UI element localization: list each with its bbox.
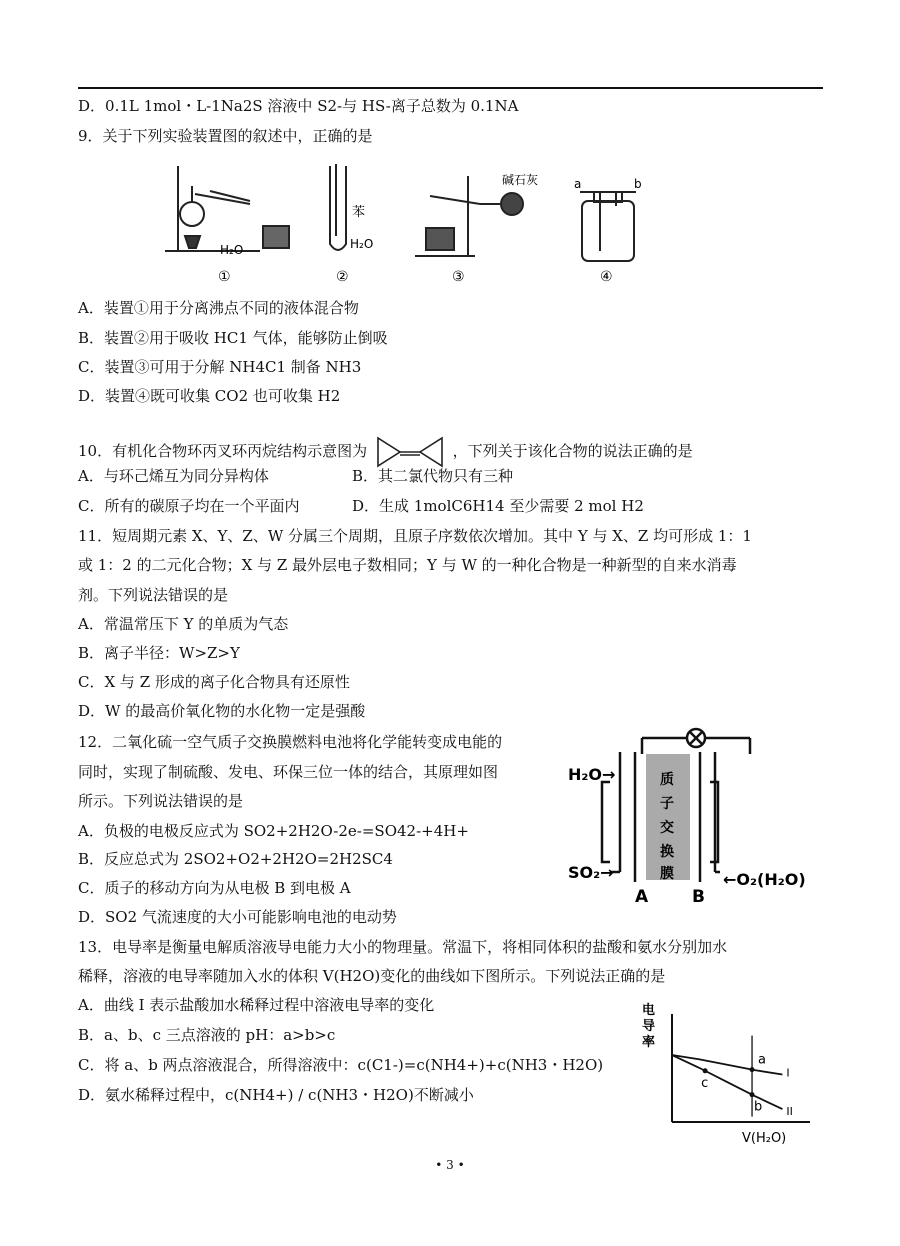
q10-option-c: C．所有的碳原子均在一个平面内 xyxy=(78,497,300,515)
membrane-char-1: 质 xyxy=(660,772,674,788)
chart-point-c xyxy=(703,1068,708,1073)
q10-stem-before: 10．有机化合物环丙叉环丙烷结构示意图为 xyxy=(78,442,368,460)
chart-ylabel-char-1: 电 xyxy=(642,1003,656,1018)
conductivity-chart xyxy=(630,1000,820,1150)
q10-option-b: B．其二氯代物只有三种 xyxy=(352,467,514,485)
fig-h2o-label-2: H₂O xyxy=(350,237,374,251)
q10-stem xyxy=(78,434,693,470)
membrane-char-3: 交 xyxy=(660,820,674,836)
chart-point-label-c: c xyxy=(701,1075,709,1091)
fig-soda-lime-label: 碱石灰 xyxy=(502,173,539,187)
q11-option-c: C．X 与 Z 形成的离子化合物具有还原性 xyxy=(78,673,350,691)
membrane-char-4: 换 xyxy=(660,844,674,860)
series-label-1: I xyxy=(786,1066,790,1080)
q11-stem-line-1: 11．短周期元素 X、Y、Z、W 分属三个周期，且原子序数依次增加。其中 Y 与 X、Z 均可形成 1：1 xyxy=(78,527,752,545)
q10-stem-after: ，下列关于该化合物的说法正确的是 xyxy=(452,442,693,460)
q13-option-b: B．a、b、c 三点溶液的 pH：a>b>c xyxy=(78,1026,336,1044)
series-label-2: II xyxy=(786,1105,793,1119)
chart-ylabel-char-2: 导 xyxy=(642,1019,656,1034)
apparatus-3-heating xyxy=(415,176,523,256)
fig-num-2: ② xyxy=(336,269,349,285)
q9-apparatus-figure xyxy=(150,156,650,286)
apparatus-1-distillation xyxy=(165,166,289,251)
fig-port-a-label: a xyxy=(574,177,582,191)
fig-h2o-inlet-label: H₂O→ xyxy=(568,765,616,784)
q11-option-d: D．W 的最高价氧化物的水化物一定是强酸 xyxy=(78,702,366,720)
q12-stem-line-3: 所示。下列说法错误的是 xyxy=(78,792,244,810)
fig-num-1: ① xyxy=(218,269,231,285)
membrane-char-2: 子 xyxy=(660,796,674,812)
q8-option-d xyxy=(78,96,518,116)
q9-option-a: A．装置①用于分离沸点不同的液体混合物 xyxy=(78,299,359,317)
electrode-a-label: A xyxy=(635,887,649,907)
fig-num-3: ③ xyxy=(452,269,465,285)
q10-option-d: D．生成 1molC6H14 至少需要 2 mol H2 xyxy=(352,497,644,515)
q11-option-a: A．常温常压下 Y 的单质为气态 xyxy=(78,615,289,633)
q12-stem-line-1: 12．二氧化硫一空气质子交换膜燃料电池将化学能转变成电能的 xyxy=(78,733,503,751)
chart-xlabel: V(H₂O) xyxy=(742,1131,787,1146)
fig-o2-inlet-label: ←O₂(H₂O) xyxy=(723,870,806,889)
q12-option-c: C．质子的移动方向为从电极 B 到电极 A xyxy=(78,879,351,897)
header-rule xyxy=(78,87,823,89)
q13-option-a: A．曲线 I 表示盐酸加水稀释过程中溶液电导率的变化 xyxy=(78,996,435,1014)
apparatus-4-gas-bottle xyxy=(580,192,636,261)
q10-option-a: A．与环己烯互为同分异构体 xyxy=(78,467,269,485)
q13-stem-line-2: 稀释，溶液的电导率随加入水的体积 V(H2O)变化的曲线如下图所示。下列说法正确的是 xyxy=(78,967,666,985)
chart-ylabel-char-3: 率 xyxy=(642,1035,656,1050)
fig-num-4: ④ xyxy=(600,269,613,285)
chart-point-label-b: b xyxy=(754,1099,763,1115)
q13-option-d: D．氨水稀释过程中，c(NH4+) / c(NH3・H2O)不断减小 xyxy=(78,1086,474,1104)
chart-point-label-a: a xyxy=(758,1052,767,1068)
q12-option-a: A．负极的电极反应式为 SO2+2H2O-2e-=SO42-+4H+ xyxy=(78,822,469,840)
fig-port-b-label: b xyxy=(634,177,642,191)
electrode-b-label: B xyxy=(692,887,705,907)
chart-point-b xyxy=(750,1092,755,1097)
q9-option-b: B．装置②用于吸收 HC1 气体，能够防止倒吸 xyxy=(78,329,388,347)
chart-point-a xyxy=(750,1067,755,1072)
cyclopropylidene-cyclopropane-structure xyxy=(374,434,446,470)
q12-fuel-cell-figure xyxy=(560,722,830,912)
q9-stem: 9．关于下列实验装置图的叙述中，正确的是 xyxy=(78,127,373,145)
page-number: • 3 • xyxy=(435,1158,465,1172)
q11-option-b: B．离子半径：W>Z>Y xyxy=(78,644,240,662)
fig-h2o-label-1: H₂O xyxy=(220,243,244,257)
apparatus-2-test-tube xyxy=(330,164,346,250)
q11-stem-line-2: 或 1：2 的二元化合物；X 与 Z 最外层电子数相同；Y 与 W 的一种化合物是一种新型的自来水消毒 xyxy=(78,556,737,574)
fig-benzene-label: 苯 xyxy=(352,205,366,220)
q9-option-d: D．装置④既可收集 CO2 也可收集 H2 xyxy=(78,387,341,405)
q12-option-d: D．SO2 气流速度的大小可能影响电池的电动势 xyxy=(78,908,397,926)
q8-option-d-text: D．0.1L 1mol・L-1Na2S 溶液中 S2-与 HS-离子总数为 0.1NA xyxy=(78,97,519,115)
membrane-char-5: 膜 xyxy=(660,866,674,882)
q12-stem-line-2: 同时，实现了制硫酸、发电、环保三位一体的结合，其原理如图 xyxy=(78,763,499,781)
q13-option-c: C．将 a、b 两点溶液混合，所得溶液中：c(C1-)=c(NH4+)+c(NH3・H2O) xyxy=(78,1056,604,1074)
q11-stem-line-3: 剂。下列说法错误的是 xyxy=(78,586,229,604)
q13-stem-line-1: 13．电导率是衡量电解质溶液导电能力大小的物理量。常温下，将相同体积的盐酸和氨水分别加水 xyxy=(78,938,728,956)
fig-so2-inlet-label: SO₂→ xyxy=(568,863,614,882)
q9-option-c: C．装置③可用于分解 NH4C1 制备 NH3 xyxy=(78,358,362,376)
q12-option-b: B．反应总式为 2SO2+O2+2H2O=2H2SC4 xyxy=(78,850,393,868)
